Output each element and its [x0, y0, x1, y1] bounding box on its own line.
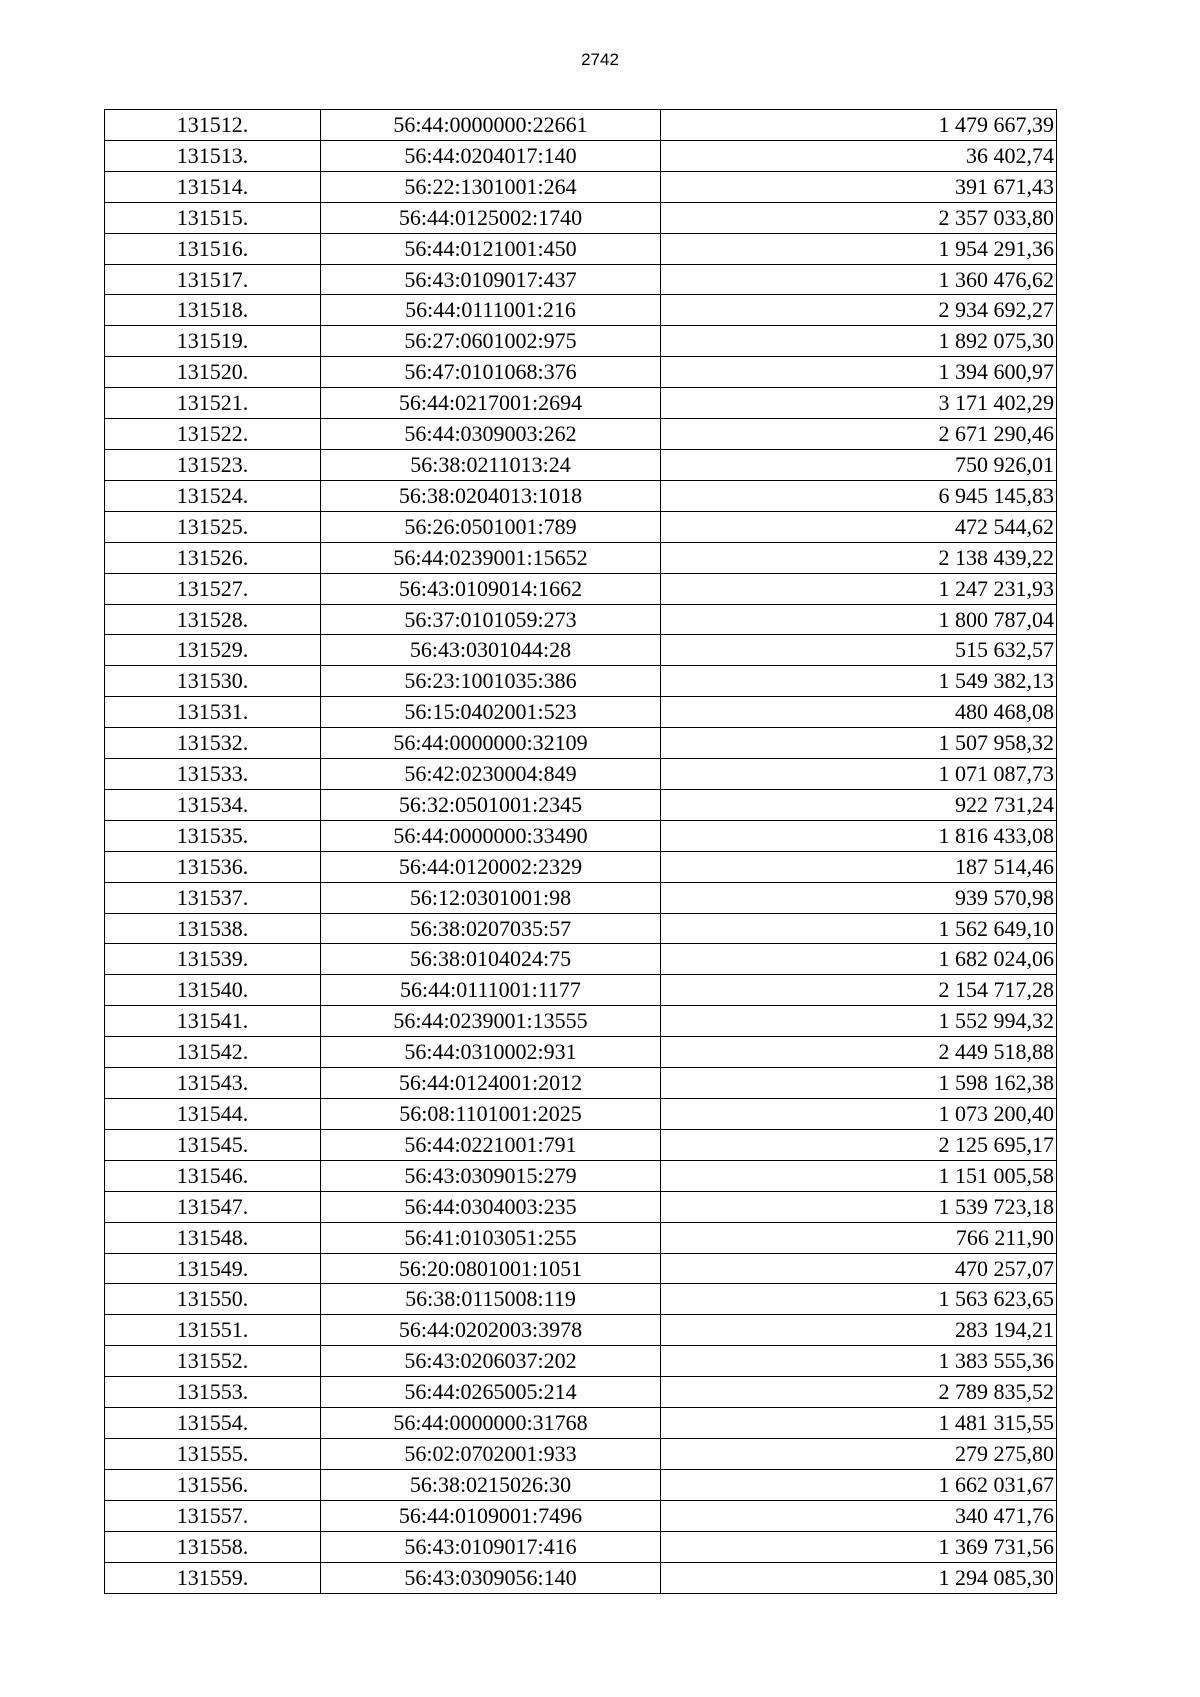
- cadastral-value-cell: 939 570,98: [661, 882, 1057, 913]
- table-row: [105, 944, 1057, 975]
- cadastral-value-cell: 1 552 994,32: [661, 1006, 1057, 1037]
- row-number-cell: 131549.: [105, 1253, 321, 1284]
- cadastral-value-cell: 391 671,43: [661, 171, 1057, 202]
- cadastral-value-cell: 1 247 231,93: [661, 573, 1057, 604]
- row-number-cell: 131536.: [105, 851, 321, 882]
- row-number-cell: 131541.: [105, 1006, 321, 1037]
- cadastral-number-cell: 56:44:0304003:235: [321, 1191, 661, 1222]
- row-number-cell: 131515.: [105, 202, 321, 233]
- cadastral-value-cell: 1 563 623,65: [661, 1284, 1057, 1315]
- cadastral-value-table: [104, 109, 1057, 1594]
- row-number-cell: 131514.: [105, 171, 321, 202]
- row-number-cell: 131539.: [105, 944, 321, 975]
- row-number-cell: 131551.: [105, 1315, 321, 1346]
- table-row: [105, 975, 1057, 1006]
- row-number-cell: 131544.: [105, 1099, 321, 1130]
- cadastral-number-cell: 56:44:0239001:15652: [321, 542, 661, 573]
- row-number-cell: 131548.: [105, 1222, 321, 1253]
- cadastral-value-cell: 1 549 382,13: [661, 666, 1057, 697]
- cadastral-value-cell: 2 125 695,17: [661, 1129, 1057, 1160]
- table-row: [105, 419, 1057, 450]
- cadastral-number-cell: 56:22:1301001:264: [321, 171, 661, 202]
- table-row: [105, 140, 1057, 171]
- row-number-cell: 131513.: [105, 140, 321, 171]
- cadastral-value-cell: 1 360 476,62: [661, 264, 1057, 295]
- cadastral-value-cell: 1 071 087,73: [661, 759, 1057, 790]
- table-row: [105, 480, 1057, 511]
- table-row: [105, 1438, 1057, 1469]
- cadastral-value-cell: 1 800 787,04: [661, 604, 1057, 635]
- row-number-cell: 131553.: [105, 1377, 321, 1408]
- cadastral-number-cell: 56:44:0109001:7496: [321, 1500, 661, 1531]
- table-row: [105, 1006, 1057, 1037]
- cadastral-value-cell: 470 257,07: [661, 1253, 1057, 1284]
- row-number-cell: 131543.: [105, 1068, 321, 1099]
- cadastral-number-cell: 56:20:0801001:1051: [321, 1253, 661, 1284]
- table-row: [105, 295, 1057, 326]
- cadastral-value-cell: 766 211,90: [661, 1222, 1057, 1253]
- cadastral-number-cell: 56:44:0125002:1740: [321, 202, 661, 233]
- cadastral-number-cell: 56:43:0109017:416: [321, 1531, 661, 1562]
- cadastral-value-cell: 340 471,76: [661, 1500, 1057, 1531]
- cadastral-number-cell: 56:43:0309015:279: [321, 1160, 661, 1191]
- table-row: [105, 635, 1057, 666]
- table-row: [105, 1253, 1057, 1284]
- table-row: [105, 728, 1057, 759]
- row-number-cell: 131547.: [105, 1191, 321, 1222]
- cadastral-number-cell: 56:44:0202003:3978: [321, 1315, 661, 1346]
- cadastral-number-cell: 56:38:0104024:75: [321, 944, 661, 975]
- cadastral-number-cell: 56:27:0601002:975: [321, 326, 661, 357]
- cadastral-value-cell: 2 934 692,27: [661, 295, 1057, 326]
- cadastral-number-cell: 56:44:0204017:140: [321, 140, 661, 171]
- table-row: [105, 326, 1057, 357]
- cadastral-value-cell: 1 479 667,39: [661, 110, 1057, 141]
- table-row: [105, 388, 1057, 419]
- table-row: [105, 1191, 1057, 1222]
- row-number-cell: 131558.: [105, 1531, 321, 1562]
- cadastral-number-cell: 56:42:0230004:849: [321, 759, 661, 790]
- row-number-cell: 131526.: [105, 542, 321, 573]
- table-row: [105, 357, 1057, 388]
- row-number-cell: 131552.: [105, 1346, 321, 1377]
- cadastral-number-cell: 56:44:0000000:32109: [321, 728, 661, 759]
- cadastral-value-cell: 283 194,21: [661, 1315, 1057, 1346]
- row-number-cell: 131546.: [105, 1160, 321, 1191]
- cadastral-value-cell: 2 357 033,80: [661, 202, 1057, 233]
- table-row: [105, 171, 1057, 202]
- cadastral-number-cell: 56:38:0204013:1018: [321, 480, 661, 511]
- table-row: [105, 511, 1057, 542]
- table-row: [105, 573, 1057, 604]
- table-row: [105, 1315, 1057, 1346]
- table-row: [105, 110, 1057, 141]
- cadastral-number-cell: 56:12:0301001:98: [321, 882, 661, 913]
- row-number-cell: 131542.: [105, 1037, 321, 1068]
- cadastral-number-cell: 56:32:0501001:2345: [321, 789, 661, 820]
- cadastral-value-cell: 1 073 200,40: [661, 1099, 1057, 1130]
- row-number-cell: 131535.: [105, 820, 321, 851]
- cadastral-number-cell: 56:43:0109014:1662: [321, 573, 661, 604]
- cadastral-number-cell: 56:44:0265005:214: [321, 1377, 661, 1408]
- table-row: [105, 1562, 1057, 1593]
- table-row: [105, 1222, 1057, 1253]
- table-row: [105, 666, 1057, 697]
- row-number-cell: 131530.: [105, 666, 321, 697]
- cadastral-number-cell: 56:23:1001035:386: [321, 666, 661, 697]
- cadastral-value-cell: 1 892 075,30: [661, 326, 1057, 357]
- row-number-cell: 131525.: [105, 511, 321, 542]
- table-row: [105, 1500, 1057, 1531]
- table-row: [105, 789, 1057, 820]
- cadastral-value-cell: 1 562 649,10: [661, 913, 1057, 944]
- table-row: [105, 759, 1057, 790]
- cadastral-value-cell: 36 402,74: [661, 140, 1057, 171]
- cadastral-number-cell: 56:41:0103051:255: [321, 1222, 661, 1253]
- table-body: [105, 110, 1057, 1594]
- cadastral-number-cell: 56:43:0309056:140: [321, 1562, 661, 1593]
- cadastral-number-cell: 56:43:0206037:202: [321, 1346, 661, 1377]
- cadastral-number-cell: 56:26:0501001:789: [321, 511, 661, 542]
- row-number-cell: 131534.: [105, 789, 321, 820]
- cadastral-value-cell: 6 945 145,83: [661, 480, 1057, 511]
- row-number-cell: 131523.: [105, 449, 321, 480]
- table-row: [105, 882, 1057, 913]
- cadastral-number-cell: 56:44:0217001:2694: [321, 388, 661, 419]
- table-row: [105, 820, 1057, 851]
- row-number-cell: 131556.: [105, 1469, 321, 1500]
- cadastral-number-cell: 56:38:0207035:57: [321, 913, 661, 944]
- table-row: [105, 604, 1057, 635]
- cadastral-number-cell: 56:15:0402001:523: [321, 697, 661, 728]
- cadastral-value-cell: 750 926,01: [661, 449, 1057, 480]
- cadastral-number-cell: 56:43:0109017:437: [321, 264, 661, 295]
- row-number-cell: 131554.: [105, 1408, 321, 1439]
- cadastral-number-cell: 56:44:0000000:22661: [321, 110, 661, 141]
- cadastral-number-cell: 56:44:0221001:791: [321, 1129, 661, 1160]
- table-row: [105, 1346, 1057, 1377]
- cadastral-number-cell: 56:38:0211013:24: [321, 449, 661, 480]
- table-row: [105, 1284, 1057, 1315]
- table-row: [105, 449, 1057, 480]
- row-number-cell: 131519.: [105, 326, 321, 357]
- row-number-cell: 131533.: [105, 759, 321, 790]
- row-number-cell: 131517.: [105, 264, 321, 295]
- cadastral-value-cell: 3 171 402,29: [661, 388, 1057, 419]
- cadastral-value-cell: 187 514,46: [661, 851, 1057, 882]
- row-number-cell: 131529.: [105, 635, 321, 666]
- row-number-cell: 131540.: [105, 975, 321, 1006]
- cadastral-number-cell: 56:43:0301044:28: [321, 635, 661, 666]
- row-number-cell: 131524.: [105, 480, 321, 511]
- row-number-cell: 131512.: [105, 110, 321, 141]
- table-row: [105, 697, 1057, 728]
- table-row: [105, 264, 1057, 295]
- row-number-cell: 131527.: [105, 573, 321, 604]
- table-row: [105, 1037, 1057, 1068]
- table-row: [105, 542, 1057, 573]
- table-row: [105, 1099, 1057, 1130]
- cadastral-value-cell: 1 682 024,06: [661, 944, 1057, 975]
- table-row: [105, 913, 1057, 944]
- cadastral-number-cell: 56:08:1101001:2025: [321, 1099, 661, 1130]
- row-number-cell: 131555.: [105, 1438, 321, 1469]
- cadastral-number-cell: 56:44:0121001:450: [321, 233, 661, 264]
- cadastral-value-cell: 1 369 731,56: [661, 1531, 1057, 1562]
- table-row: [105, 1160, 1057, 1191]
- row-number-cell: 131538.: [105, 913, 321, 944]
- cadastral-value-cell: 1 394 600,97: [661, 357, 1057, 388]
- cadastral-value-cell: 2 449 518,88: [661, 1037, 1057, 1068]
- cadastral-number-cell: 56:44:0000000:31768: [321, 1408, 661, 1439]
- cadastral-value-cell: 1 598 162,38: [661, 1068, 1057, 1099]
- cadastral-number-cell: 56:44:0111001:216: [321, 295, 661, 326]
- table-row: [105, 1531, 1057, 1562]
- cadastral-value-cell: 1 294 085,30: [661, 1562, 1057, 1593]
- cadastral-value-cell: 1 151 005,58: [661, 1160, 1057, 1191]
- row-number-cell: 131545.: [105, 1129, 321, 1160]
- row-number-cell: 131557.: [105, 1500, 321, 1531]
- cadastral-number-cell: 56:44:0120002:2329: [321, 851, 661, 882]
- cadastral-number-cell: 56:44:0309003:262: [321, 419, 661, 450]
- table-row: [105, 1408, 1057, 1439]
- table-row: [105, 1068, 1057, 1099]
- cadastral-value-cell: 1 507 958,32: [661, 728, 1057, 759]
- table-row: [105, 202, 1057, 233]
- cadastral-value-cell: 2 154 717,28: [661, 975, 1057, 1006]
- row-number-cell: 131521.: [105, 388, 321, 419]
- cadastral-value-cell: 2 671 290,46: [661, 419, 1057, 450]
- row-number-cell: 131516.: [105, 233, 321, 264]
- cadastral-number-cell: 56:44:0239001:13555: [321, 1006, 661, 1037]
- cadastral-number-cell: 56:44:0111001:1177: [321, 975, 661, 1006]
- row-number-cell: 131528.: [105, 604, 321, 635]
- row-number-cell: 131531.: [105, 697, 321, 728]
- cadastral-number-cell: 56:44:0124001:2012: [321, 1068, 661, 1099]
- row-number-cell: 131537.: [105, 882, 321, 913]
- cadastral-value-cell: 472 544,62: [661, 511, 1057, 542]
- cadastral-value-cell: 279 275,80: [661, 1438, 1057, 1469]
- row-number-cell: 131518.: [105, 295, 321, 326]
- table-row: [105, 1469, 1057, 1500]
- cadastral-number-cell: 56:02:0702001:933: [321, 1438, 661, 1469]
- row-number-cell: 131522.: [105, 419, 321, 450]
- cadastral-value-cell: 922 731,24: [661, 789, 1057, 820]
- cadastral-value-cell: 1 816 433,08: [661, 820, 1057, 851]
- page-number: 2742: [581, 50, 619, 69]
- table-row: [105, 1129, 1057, 1160]
- table-row: [105, 851, 1057, 882]
- cadastral-value-cell: 515 632,57: [661, 635, 1057, 666]
- row-number-cell: 131550.: [105, 1284, 321, 1315]
- table-row: [105, 1377, 1057, 1408]
- cadastral-number-cell: 56:38:0215026:30: [321, 1469, 661, 1500]
- cadastral-number-cell: 56:44:0000000:33490: [321, 820, 661, 851]
- cadastral-number-cell: 56:37:0101059:273: [321, 604, 661, 635]
- cadastral-number-cell: 56:38:0115008:119: [321, 1284, 661, 1315]
- row-number-cell: 131532.: [105, 728, 321, 759]
- row-number-cell: 131559.: [105, 1562, 321, 1593]
- cadastral-value-cell: 1 539 723,18: [661, 1191, 1057, 1222]
- cadastral-value-cell: 1 954 291,36: [661, 233, 1057, 264]
- cadastral-number-cell: 56:47:0101068:376: [321, 357, 661, 388]
- cadastral-value-cell: 1 662 031,67: [661, 1469, 1057, 1500]
- cadastral-value-cell: 480 468,08: [661, 697, 1057, 728]
- table-row: [105, 233, 1057, 264]
- cadastral-value-cell: 1 481 315,55: [661, 1408, 1057, 1439]
- cadastral-value-cell: 2 138 439,22: [661, 542, 1057, 573]
- cadastral-value-cell: 2 789 835,52: [661, 1377, 1057, 1408]
- cadastral-number-cell: 56:44:0310002:931: [321, 1037, 661, 1068]
- row-number-cell: 131520.: [105, 357, 321, 388]
- cadastral-value-cell: 1 383 555,36: [661, 1346, 1057, 1377]
